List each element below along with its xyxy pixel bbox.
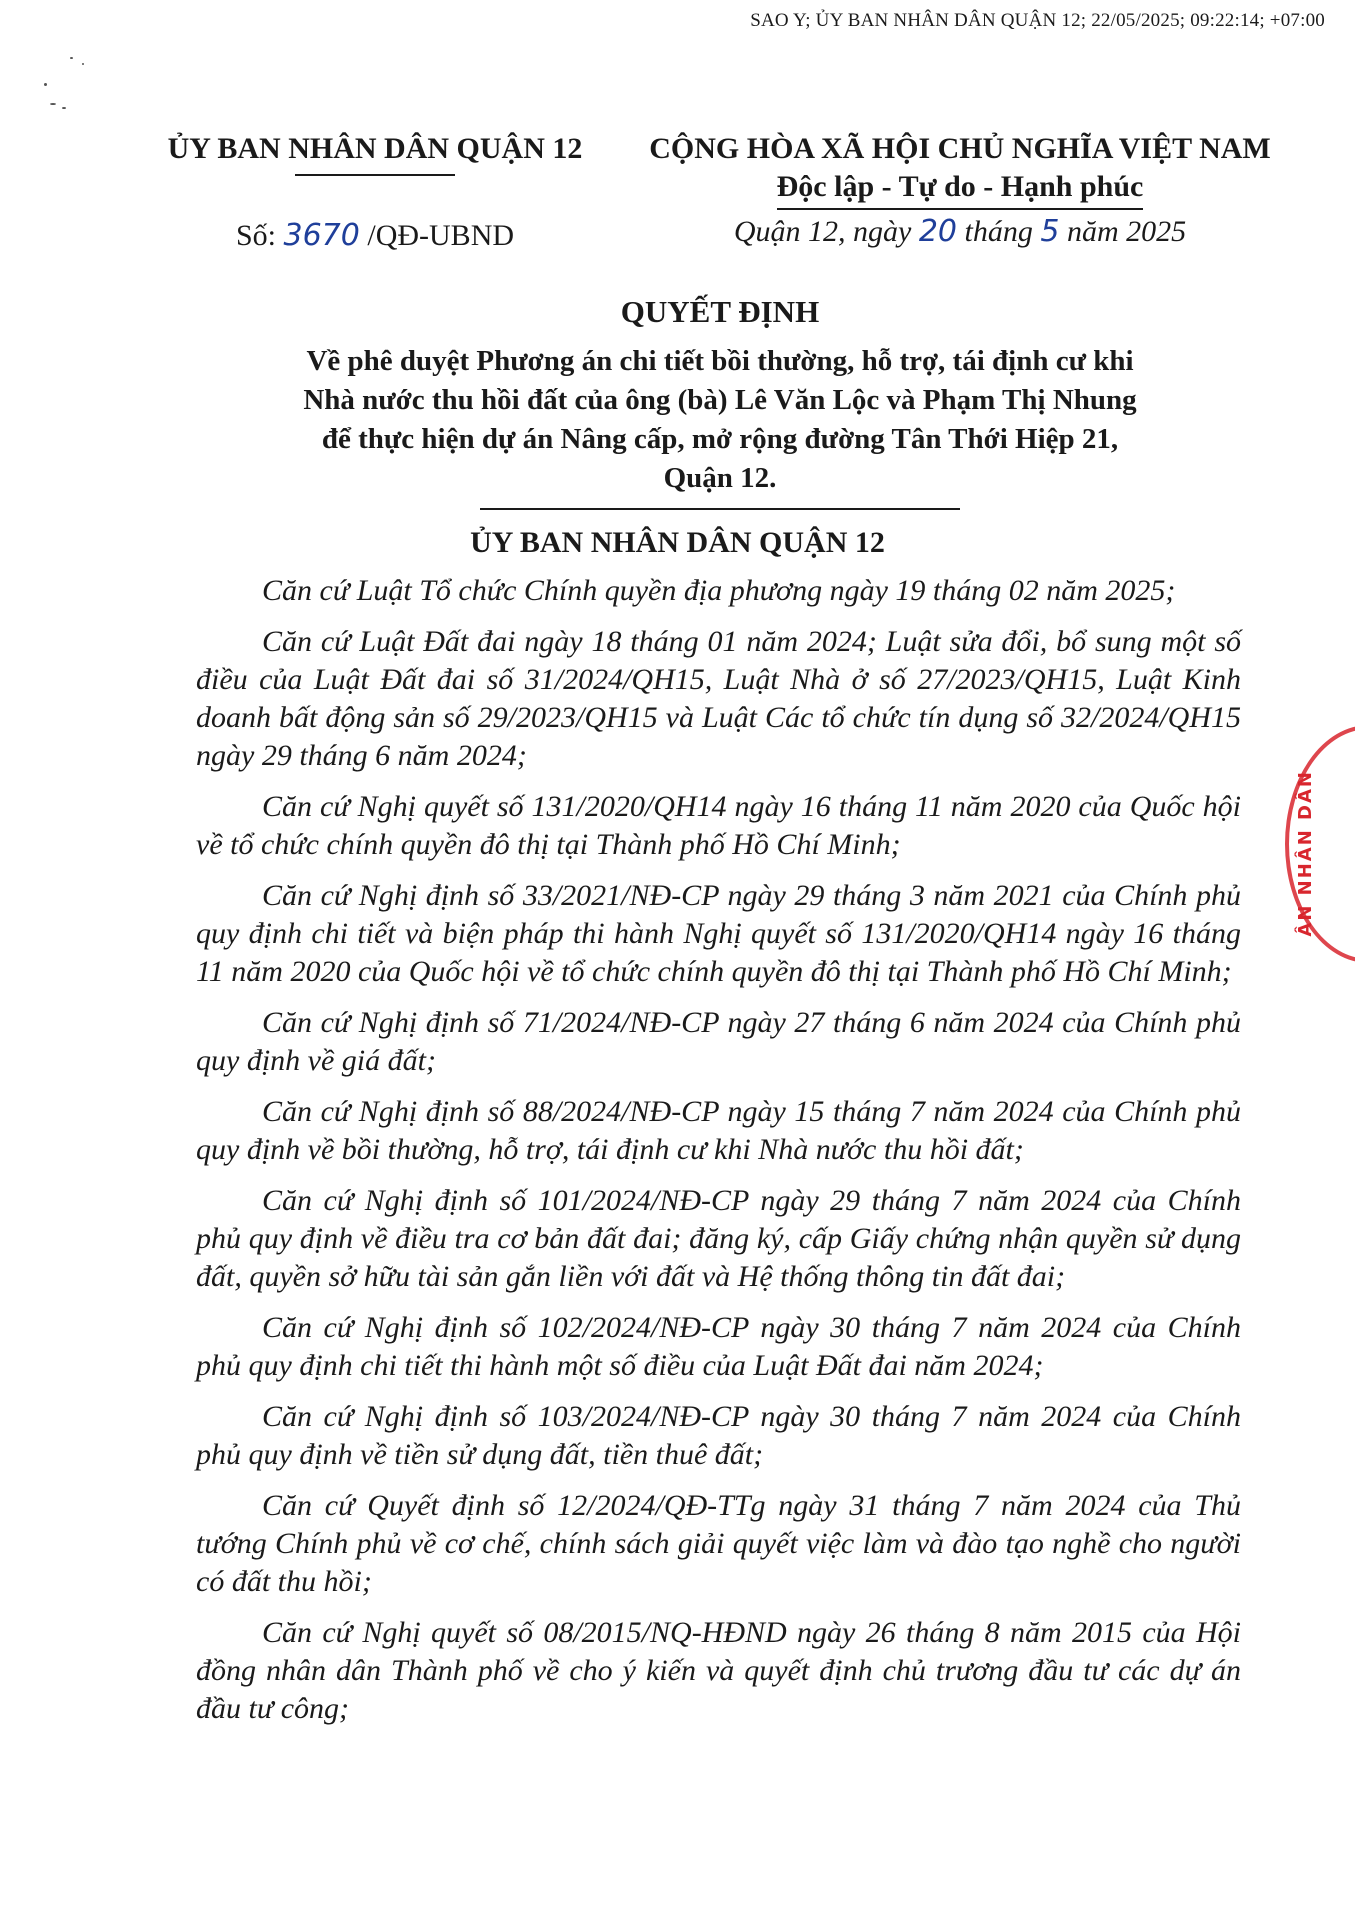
legal-basis-paragraph: Căn cứ Nghị quyết số 131/2020/QH14 ngày 16 tháng 11 năm 2020 của Quốc hội về tổ chức chính quyền đô thị tại Thành phố Hồ Chí Minh; [196,790,1241,861]
organization-name: ỦY BAN NHÂN DÂN QUẬN 12 [167,132,583,165]
national-heading [640,130,1280,210]
subject-line-1: Về phê duyệt Phương án chi tiết bồi thường, hỗ trợ, tái định cư khi [306,345,1134,377]
document-date [640,214,1280,249]
legal-basis-paragraph: Căn cứ Nghị định số 88/2024/NĐ-CP ngày 15 tháng 7 năm 2024 của Chính phủ quy định về bồi thường, hỗ trợ, tái định cư khi Nhà nước thu hồi đất; [196,1095,1241,1166]
legal-basis-paragraph: Căn cứ Quyết định số 12/2024/QĐ-TTg ngày 31 tháng 7 năm 2024 của Thủ tướng Chính phủ về cơ chế, chính sách giải quyết việc làm và đào tạo nghề cho người có đất thu hồi; [196,1489,1241,1598]
document-type: QUYẾT ĐỊNH [620,294,820,329]
subject-line-2: Nhà nước thu hồi đất của ông (bà) Lê Văn Lộc và Phạm Thị Nhung [303,384,1137,416]
seal-text: ÂN NHÂN DÂN [1295,770,1316,937]
doc-number-suffix: /QĐ-UBND [367,219,515,252]
date-month: 5 [1040,214,1060,249]
issuer-heading: ỦY BAN NHÂN DÂN QUẬN 12 [470,526,885,559]
legal-basis-paragraph: Căn cứ Luật Tổ chức Chính quyền địa phương ngày 19 tháng 02 năm 2025; [262,574,1176,607]
legal-basis-paragraph: Căn cứ Nghị định số 102/2024/NĐ-CP ngày 30 tháng 7 năm 2024 của Chính phủ quy định chi tiết thi hành một số điều của Luật Đất đai năm 2024; [196,1311,1241,1382]
organization-underline [295,174,455,176]
date-day: 20 [918,214,958,249]
national-motto: Độc lập - Tự do - Hạnh phúc [777,168,1144,210]
legal-basis-paragraph: Căn cứ Nghị định số 71/2024/NĐ-CP ngày 27 tháng 6 năm 2024 của Chính phủ quy định về giá đất; [196,1006,1241,1077]
issuing-authority [140,130,610,176]
nation-name: CỘNG HÒA XÃ HỘI CHỦ NGHĨA VIỆT NAM [649,132,1271,165]
legal-basis-body [196,572,1241,1741]
subject-line-4: Quận 12. [663,462,777,494]
doc-number-prefix: Số: [235,219,276,252]
legal-basis-paragraph: Căn cứ Nghị định số 33/2021/NĐ-CP ngày 29 tháng 3 năm 2021 của Chính phủ quy định chi tiết và biện pháp thi hành Nghị quyết số 131/2020/QH14 ngày 16 tháng 11 năm 2020 của Quốc hội về tổ chức chính quyền đô thị tại Thành phố Hồ Chí Minh; [196,879,1241,988]
legal-basis-paragraph: Căn cứ Nghị định số 101/2024/NĐ-CP ngày 29 tháng 7 năm 2024 của Chính phủ quy định về điều tra cơ bản đất đai; đăng ký, cấp Giấy chứng nhận quyền sử dụng đất, quyền sở hữu tài sản gắn liền với đất và Hệ thống thông tin đất đai; [196,1184,1241,1293]
title-underline [480,508,960,510]
date-month-label: tháng [964,215,1033,248]
document-number [140,218,610,253]
digital-copy-stamp: SAO Y; ỦY BAN NHÂN DÂN QUẬN 12; 22/05/2025; 09:22:14; +07:00 [750,10,1325,31]
legal-basis-paragraph: Căn cứ Nghị định số 103/2024/NĐ-CP ngày 30 tháng 7 năm 2024 của Chính phủ quy định về tiền sử dụng đất, tiền thuê đất; [196,1400,1241,1471]
legal-basis-paragraph: Căn cứ Luật Đất đai ngày 18 tháng 01 năm 2024; Luật sửa đổi, bổ sung một số điều của Luật Đất đai số 31/2024/QH15, Luật Nhà ở số 27/2023/QH15, Luật Kinh doanh bất động sản số 29/2023/QH15 và Luật Các tổ chức tín dụng số 32/2024/QH15 ngày 29 tháng 6 năm 2024; [196,625,1241,772]
decision-title [180,292,1260,510]
date-year: năm 2025 [1066,215,1187,248]
legal-basis-paragraph: Căn cứ Nghị quyết số 08/2015/NQ-HĐND ngày 26 tháng 8 năm 2015 của Hội đồng nhân dân Thành phố về cho ý kiến và quyết định chủ trương đầu tư các dự án đầu tư công; [196,1616,1241,1725]
subject-line-3: để thực hiện dự án Nâng cấp, mở rộng đường Tân Thới Hiệp 21, [321,423,1119,455]
scan-specks [40,55,110,125]
date-place: Quận 12, ngày [733,215,912,248]
doc-number-handwritten: 3670 [283,218,360,253]
